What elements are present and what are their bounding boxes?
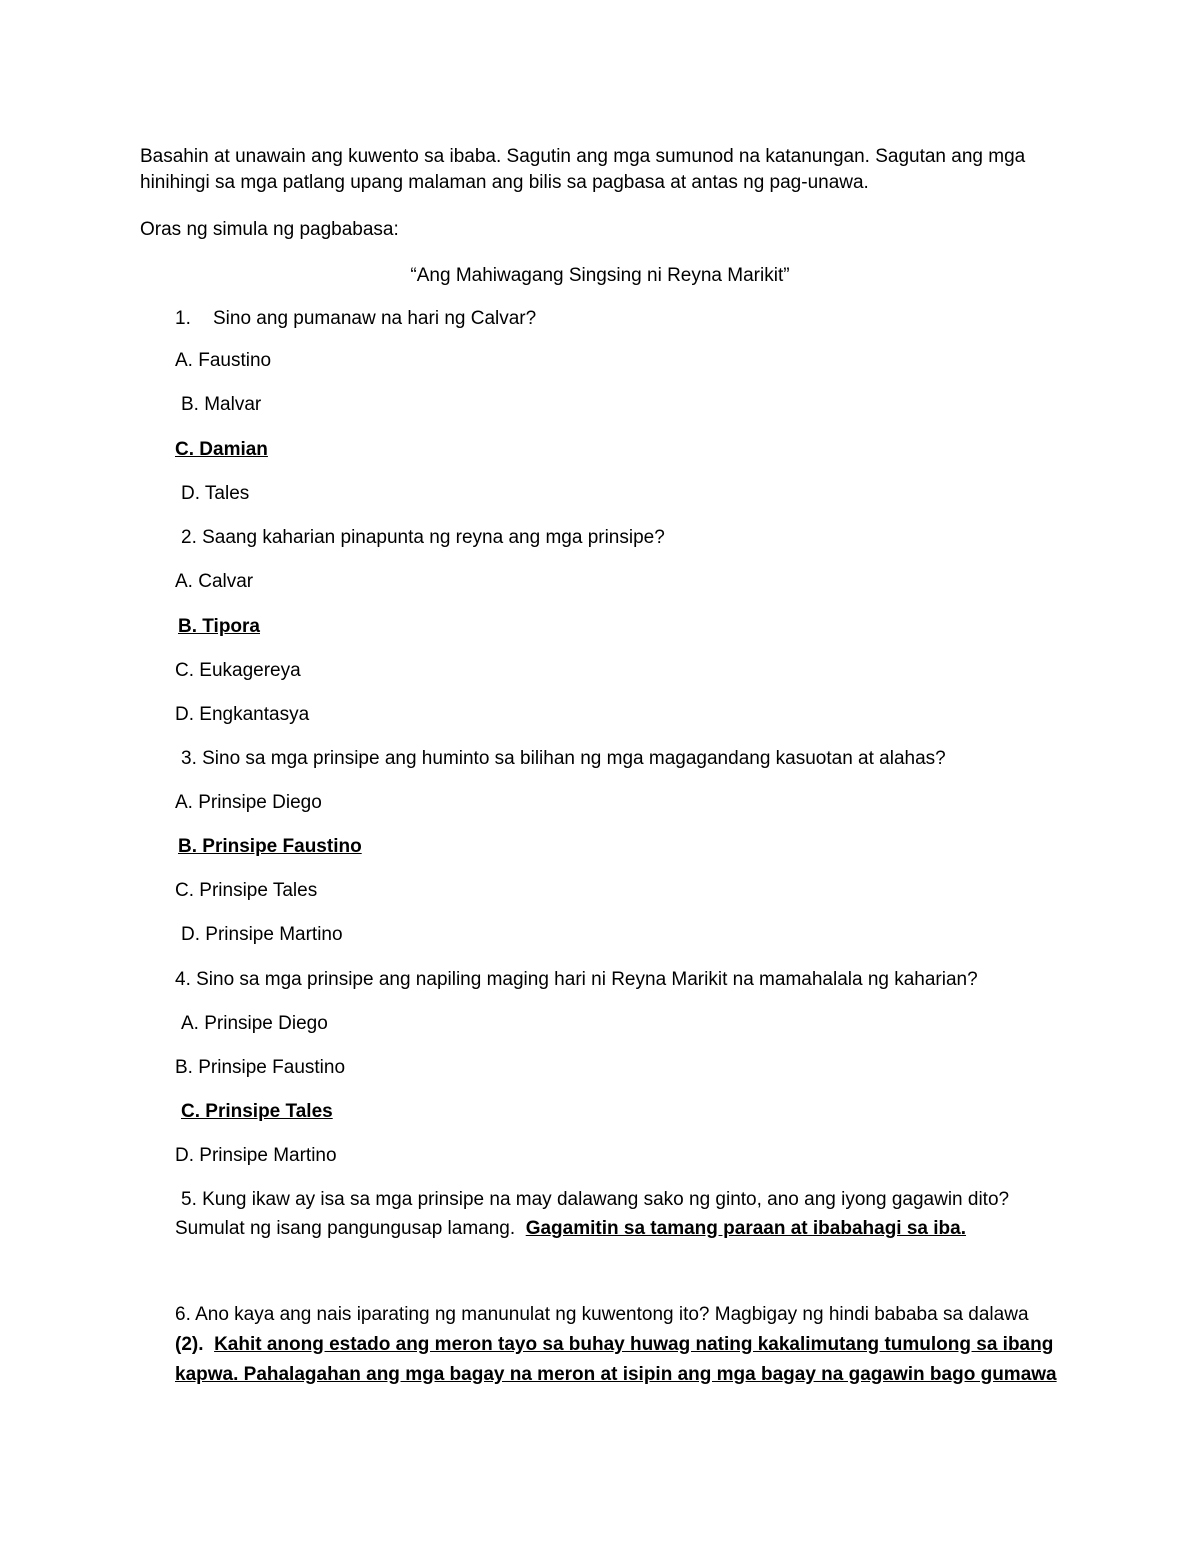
q2-option-b-answer: B. Tipora — [178, 616, 260, 637]
q4-option-b: B. Prinsipe Faustino — [175, 1057, 346, 1078]
instructions: Basahin at unawain ang kuwento sa ibaba. Sagutin ang mga sumunod na katanungan. Sagutan ang mga hinihingi sa mga patlang upang malaman ang bilis sa pagbasa at antas ng pag-unawa. — [140, 146, 1026, 193]
question-1 — [175, 306, 536, 332]
question-1-number: 1. — [175, 308, 191, 329]
q3-option-c: C. Prinsipe Tales — [175, 880, 318, 901]
question-6-answer-line-1: Kahit anong estado ang meron tayo sa buhay huwag nating kakalimutang tumulong sa ibang — [214, 1334, 1054, 1355]
q2-option-c: C. Eukagereya — [175, 660, 301, 681]
question-6-line-2 — [175, 1332, 1053, 1358]
question-6: 6. Ano kaya ang nais iparating ng manunulat ng kuwentong ito? Magbigay ng hindi bababa sa dalawa — [175, 1304, 1029, 1325]
question-5-line-2 — [175, 1216, 966, 1242]
q1-option-c-answer: C. Damian — [175, 439, 268, 460]
start-time-label: Oras ng simula ng pagbabasa: — [140, 219, 399, 240]
q1-option-a: A. Faustino — [175, 350, 272, 371]
story-title: “Ang Mahiwagang Singsing ni Reyna Marikit” — [410, 265, 790, 286]
q2-option-a: A. Calvar — [175, 571, 254, 592]
q4-option-d: D. Prinsipe Martino — [175, 1145, 337, 1166]
q4-option-c-answer: C. Prinsipe Tales — [181, 1101, 333, 1122]
q1-option-b: B. Malvar — [181, 394, 262, 415]
question-5-answer: Gagamitin sa tamang paraan at ibabahagi sa iba. — [525, 1218, 967, 1239]
q3-option-b-answer: B. Prinsipe Faustino — [178, 836, 362, 857]
question-1-text: Sino ang pumanaw na hari ng Calvar? — [213, 308, 537, 329]
question-2: 2. Saang kaharian pinapunta ng reyna ang mga prinsipe? — [181, 527, 665, 548]
q3-option-a: A. Prinsipe Diego — [175, 792, 322, 813]
question-4: 4. Sino sa mga prinsipe ang napiling maging hari ni Reyna Marikit na mamahalala ng kaharian? — [175, 969, 978, 990]
q3-option-d: D. Prinsipe Martino — [181, 924, 343, 945]
q1-option-d: D. Tales — [181, 483, 250, 504]
question-6-answer-line-2: kapwa. Pahalagahan ang mga bagay na meron at isipin ang mga bagay na gagawin bago gumawa — [175, 1364, 1057, 1385]
question-3: 3. Sino sa mga prinsipe ang huminto sa bilihan ng mga magagandang kasuotan at alahas? — [181, 748, 946, 769]
q4-option-a: A. Prinsipe Diego — [181, 1013, 328, 1034]
question-6-count: (2). — [175, 1334, 204, 1355]
question-5: 5. Kung ikaw ay isa sa mga prinsipe na may dalawang sako ng ginto, ano ang iyong gagawin dito? — [181, 1189, 1010, 1210]
question-5-instruction: Sumulat ng isang pangungusap lamang. — [175, 1218, 516, 1239]
q2-option-d: D. Engkantasya — [175, 704, 310, 725]
